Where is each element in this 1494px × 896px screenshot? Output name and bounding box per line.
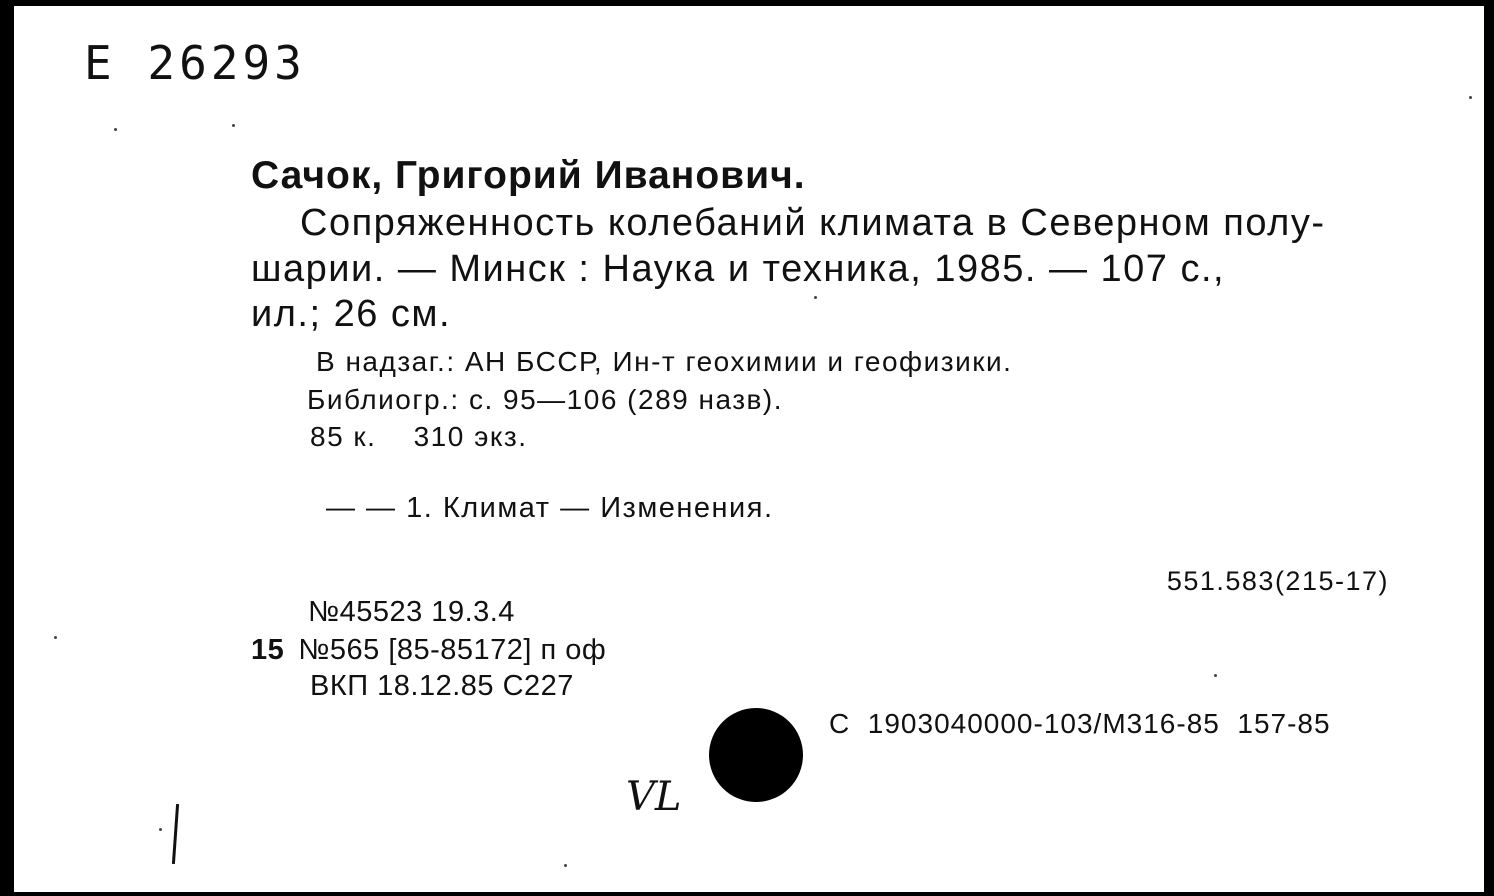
subject-heading: — — 1. Климат — Изменения. [326,492,774,524]
speck [1214,674,1217,677]
bbk-code: С 1903040000-103/М316-85 157-85 [829,708,1331,739]
handwritten-mark: VL [626,774,682,820]
author-heading: Сачок, Григорий Иванович. [251,154,806,197]
tech-line-2-text: №565 [85-85172] п оф [298,634,607,666]
title-line-2: шарии. — Минск : Наука и техника, 1985. — 107 с., [251,248,1226,290]
speck [159,828,162,831]
speck [814,296,817,299]
tech-line-3: ВКП 18.12.85 С227 [310,670,574,702]
note-line-price: 85 к. 310 экз. [310,421,528,452]
speck [564,864,567,867]
speck [114,128,117,131]
pencil-stroke [172,804,179,864]
inventory-number: Е 26293 [84,36,306,90]
punched-hole [709,708,803,802]
udc-code: 551.583(215-17) [1166,566,1389,596]
tech-line-1: №45523 19.3.4 [308,596,515,628]
speck [232,124,235,127]
speck [1469,96,1472,99]
speck [54,636,57,639]
tech-line-2 [251,634,606,667]
note-line-header: В надзаг.: АН БССР, Ин-т геохимии и геофизики. [316,346,1013,377]
title-line-1: Сопряженность колебаний климата в Северном полу- [300,202,1326,244]
note-line-bibliography: Библиогр.: с. 95—106 (289 назв). [307,384,784,415]
title-line-3: ил.; 26 см. [251,293,452,335]
tech-prefix: 15 [251,634,285,666]
